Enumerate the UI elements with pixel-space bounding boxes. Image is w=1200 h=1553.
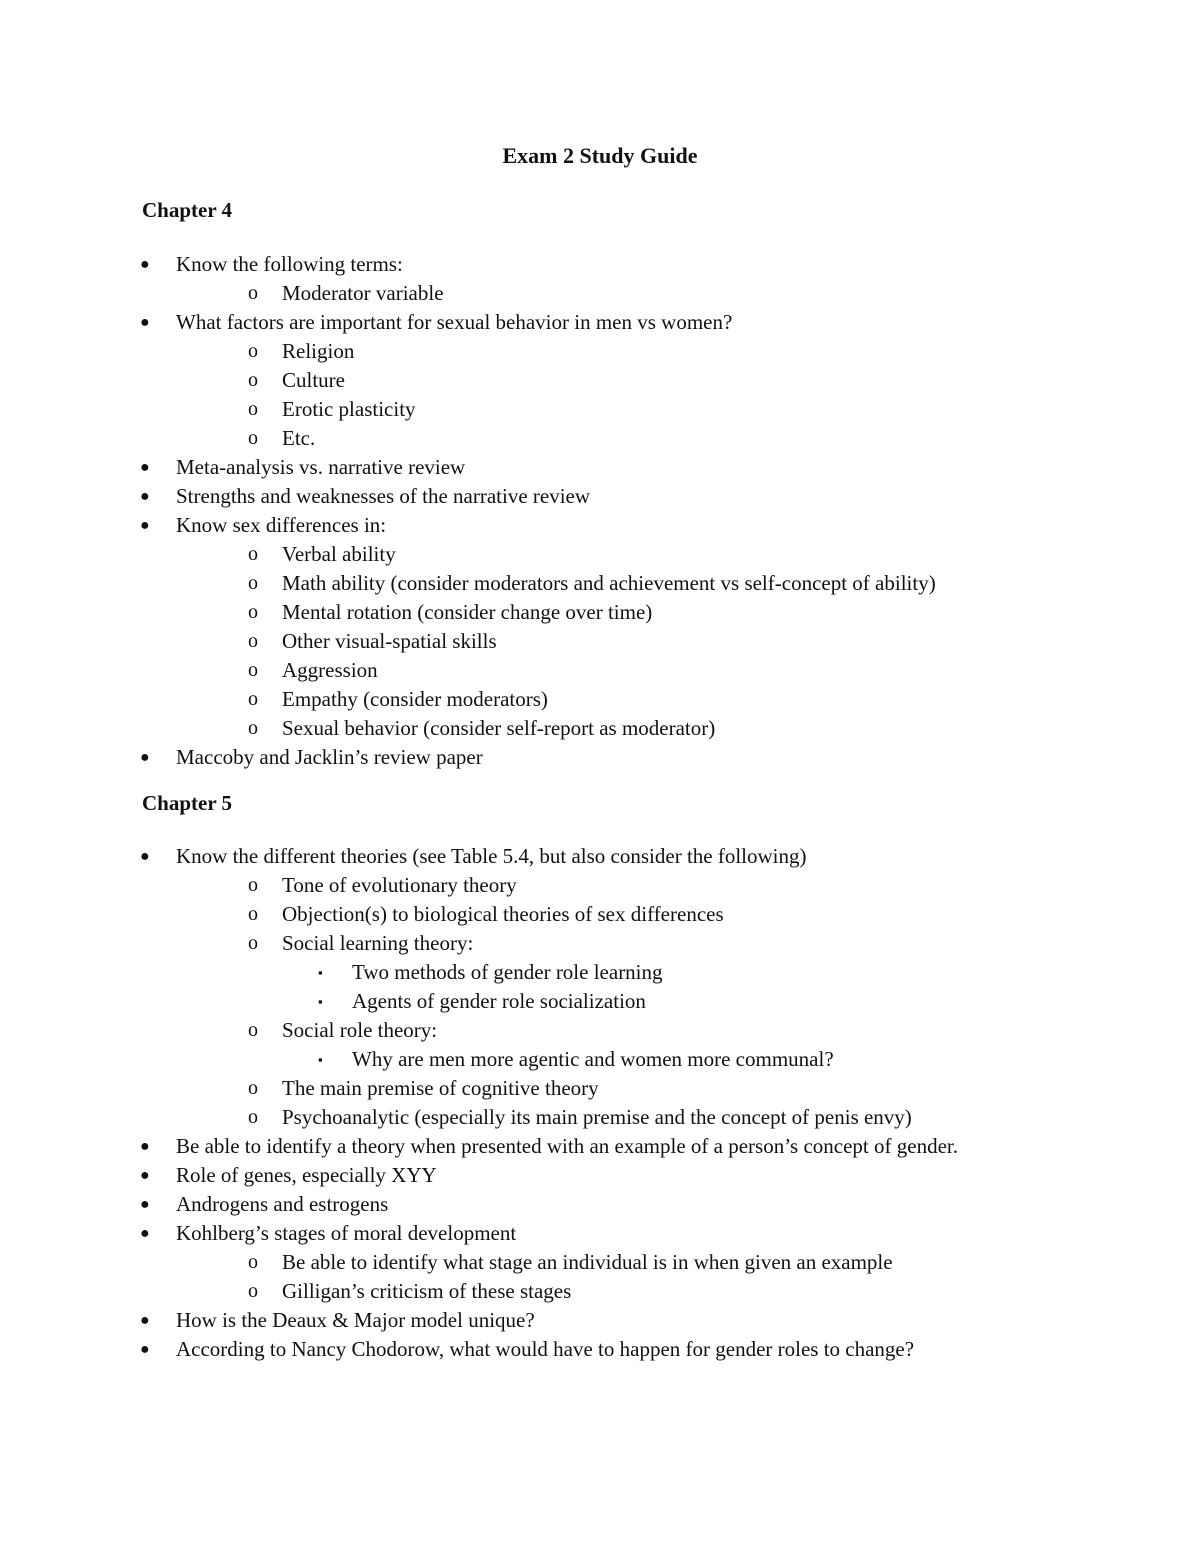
bullet-marker-icon: ●: [140, 1312, 150, 1329]
circle-marker-icon: o: [248, 659, 258, 681]
circle-marker-icon: o: [248, 874, 258, 896]
list-item-text: Other visual-spatial skills: [282, 629, 497, 653]
list-item: [0, 250, 1200, 279]
list-item-text: Moderator variable: [282, 281, 444, 305]
list-item: [0, 1045, 1200, 1074]
list-item-text: Social role theory:: [282, 1018, 438, 1042]
list-item-text: Know the following terms:: [176, 252, 403, 276]
list-item: [0, 900, 1200, 929]
list-item: [0, 743, 1200, 772]
list-item: [0, 279, 1200, 308]
list-item-text: Erotic plasticity: [282, 397, 416, 421]
list-item: [0, 1219, 1200, 1248]
list-item: [0, 1190, 1200, 1219]
list-item-text: How is the Deaux & Major model unique?: [176, 1308, 535, 1332]
circle-marker-icon: o: [248, 717, 258, 739]
list-item: [0, 1161, 1200, 1190]
bullet-marker-icon: ●: [140, 488, 150, 505]
chapter-5-heading: Chapter 5: [142, 791, 233, 815]
circle-marker-icon: o: [248, 903, 258, 925]
circle-marker-icon: o: [248, 543, 258, 565]
bullet-marker-icon: ●: [140, 749, 150, 766]
circle-marker-icon: o: [248, 340, 258, 362]
list-item-text: Tone of evolutionary theory: [282, 873, 517, 897]
document-title: Exam 2 Study Guide: [502, 143, 698, 168]
list-item-text: Meta-analysis vs. narrative review: [176, 455, 466, 479]
list-item: [0, 1132, 1200, 1161]
list-item: [0, 1103, 1200, 1132]
list-item: [0, 1248, 1200, 1277]
list-item: [0, 424, 1200, 453]
list-item: [0, 656, 1200, 685]
circle-marker-icon: o: [248, 1280, 258, 1302]
list-item: [0, 511, 1200, 540]
list-item: [0, 1306, 1200, 1335]
chapter-4-list: [0, 250, 1200, 772]
list-item: [0, 871, 1200, 900]
list-item-text: Psychoanalytic (especially its main premise and the concept of penis envy): [282, 1105, 912, 1129]
list-item-text: Why are men more agentic and women more communal?: [352, 1047, 834, 1071]
list-item-text: Kohlberg’s stages of moral development: [176, 1221, 517, 1245]
circle-marker-icon: o: [248, 932, 258, 954]
list-item-text: Strengths and weaknesses of the narrative review: [176, 484, 591, 508]
list-item-text: Culture: [282, 368, 345, 392]
list-item: [0, 714, 1200, 743]
circle-marker-icon: o: [248, 1077, 258, 1099]
list-item: [0, 1074, 1200, 1103]
list-item-text: Role of genes, especially XYY: [176, 1163, 437, 1187]
list-item: [0, 958, 1200, 987]
circle-marker-icon: o: [248, 630, 258, 652]
list-item: [0, 337, 1200, 366]
circle-marker-icon: o: [248, 369, 258, 391]
chapter-4-heading: Chapter 4: [142, 198, 233, 222]
chapter-5-list: [0, 842, 1200, 1364]
list-item-text: Be able to identify a theory when presented with an example of a person’s concept of gender.: [176, 1134, 958, 1158]
square-marker-icon: ▪: [318, 965, 323, 980]
list-item-text: According to Nancy Chodorow, what would have to happen for gender roles to change?: [176, 1337, 915, 1361]
circle-marker-icon: o: [248, 1251, 258, 1273]
list-item-text: Gilligan’s criticism of these stages: [282, 1279, 572, 1303]
bullet-marker-icon: ●: [140, 459, 150, 476]
list-item-text: Mental rotation (consider change over time): [282, 600, 653, 624]
list-item-text: Maccoby and Jacklin’s review paper: [176, 745, 483, 769]
list-item: [0, 842, 1200, 871]
list-item: [0, 929, 1200, 958]
list-item-text: Aggression: [282, 658, 378, 682]
circle-marker-icon: o: [248, 572, 258, 594]
circle-marker-icon: o: [248, 398, 258, 420]
circle-marker-icon: o: [248, 601, 258, 623]
list-item-text: Know sex differences in:: [176, 513, 387, 537]
list-item-text: Social learning theory:: [282, 931, 474, 955]
list-item: [0, 453, 1200, 482]
list-item: [0, 627, 1200, 656]
bullet-marker-icon: ●: [140, 1196, 150, 1213]
bullet-marker-icon: ●: [140, 314, 150, 331]
circle-marker-icon: o: [248, 427, 258, 449]
list-item: [0, 1335, 1200, 1364]
bullet-marker-icon: ●: [140, 1225, 150, 1242]
bullet-marker-icon: ●: [140, 256, 150, 273]
list-item: [0, 598, 1200, 627]
list-item: [0, 1277, 1200, 1306]
circle-marker-icon: o: [248, 1106, 258, 1128]
list-item-text: The main premise of cognitive theory: [282, 1076, 599, 1100]
circle-marker-icon: o: [248, 282, 258, 304]
list-item-text: Know the different theories (see Table 5.4, but also consider the following): [176, 844, 807, 868]
bullet-marker-icon: ●: [140, 1138, 150, 1155]
list-item-text: Verbal ability: [282, 542, 396, 566]
circle-marker-icon: o: [248, 688, 258, 710]
circle-marker-icon: o: [248, 1019, 258, 1041]
list-item: [0, 540, 1200, 569]
list-item-text: Be able to identify what stage an individual is in when given an example: [282, 1250, 893, 1274]
list-item-text: Religion: [282, 339, 355, 363]
list-item-text: Empathy (consider moderators): [282, 687, 548, 711]
list-item: [0, 569, 1200, 598]
square-marker-icon: ▪: [318, 994, 323, 1009]
list-item: [0, 987, 1200, 1016]
list-item-text: Math ability (consider moderators and achievement vs self-concept of ability): [282, 571, 936, 595]
bullet-marker-icon: ●: [140, 848, 150, 865]
list-item: [0, 395, 1200, 424]
list-item: [0, 685, 1200, 714]
list-item-text: What factors are important for sexual behavior in men vs women?: [176, 310, 733, 334]
bullet-marker-icon: ●: [140, 1167, 150, 1184]
list-item: [0, 1016, 1200, 1045]
list-item-text: Two methods of gender role learning: [352, 960, 663, 984]
list-item-text: Agents of gender role socialization: [352, 989, 646, 1013]
list-item-text: Sexual behavior (consider self-report as moderator): [282, 716, 716, 740]
list-item: [0, 308, 1200, 337]
list-item: [0, 366, 1200, 395]
list-item-text: Androgens and estrogens: [176, 1192, 389, 1216]
bullet-marker-icon: ●: [140, 517, 150, 534]
list-item: [0, 482, 1200, 511]
square-marker-icon: ▪: [318, 1052, 323, 1067]
bullet-marker-icon: ●: [140, 1341, 150, 1358]
list-item-text: Etc.: [282, 426, 316, 450]
list-item-text: Objection(s) to biological theories of sex differences: [282, 902, 724, 926]
